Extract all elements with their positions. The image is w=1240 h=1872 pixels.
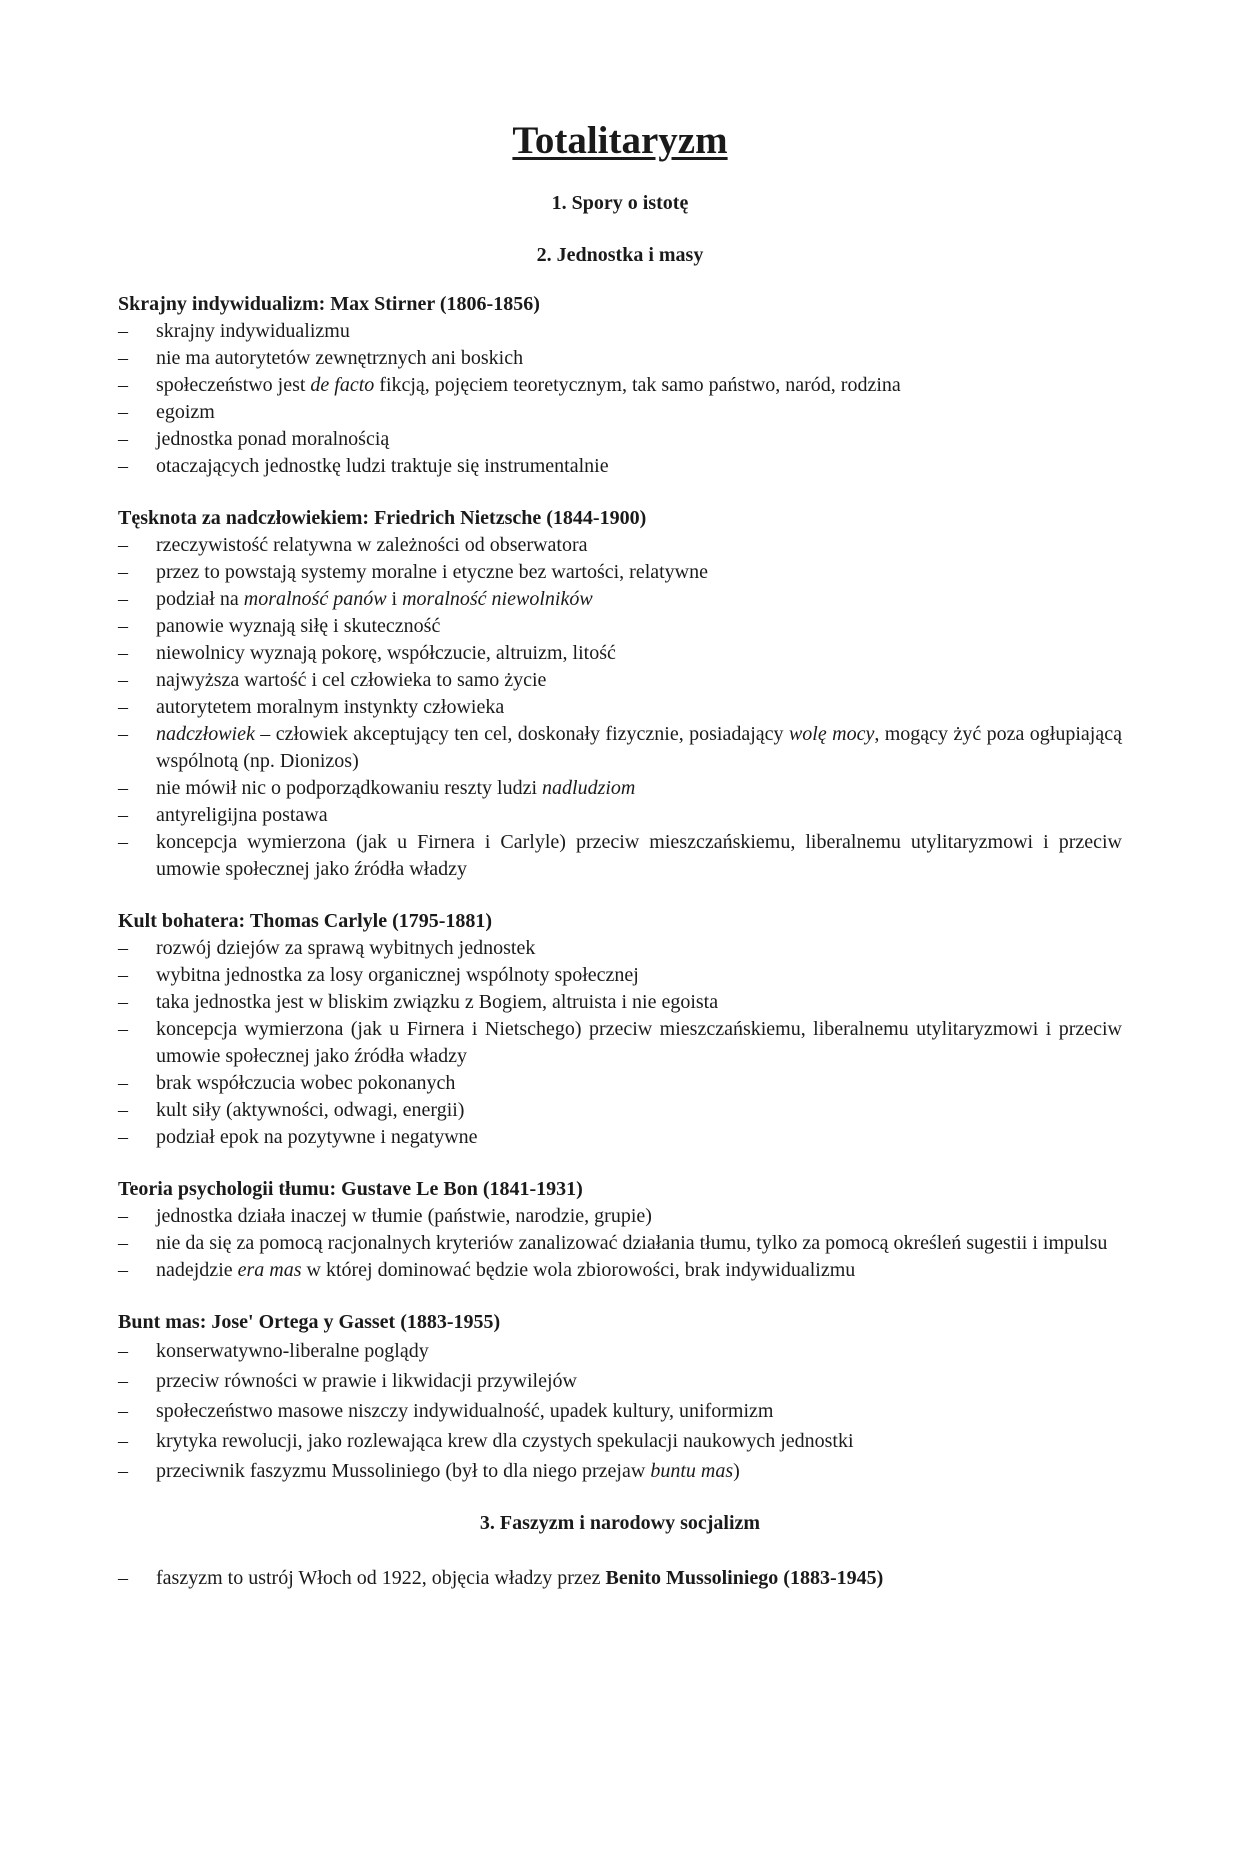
list-item bbox=[118, 586, 1122, 613]
item-text: jednostka ponad moralnością bbox=[156, 428, 390, 450]
bullet-list bbox=[118, 1336, 1122, 1486]
faszyzm-list bbox=[118, 1563, 1122, 1593]
item-text: społeczeństwo jest bbox=[156, 374, 311, 396]
section bbox=[118, 291, 1122, 480]
list-item bbox=[118, 721, 1122, 775]
item-text: wybitna jednostka za losy organicznej wspólnoty społecznej bbox=[156, 964, 639, 986]
item-bold: Benito Mussoliniego (1883-1945) bbox=[605, 1567, 884, 1589]
list-item bbox=[118, 426, 1122, 453]
item-text: ) bbox=[733, 1460, 740, 1482]
list-item bbox=[118, 532, 1122, 559]
item-text: kult siły (aktywności, odwagi, energii) bbox=[156, 1099, 465, 1121]
list-item bbox=[118, 640, 1122, 667]
section-heading: Bunt mas: Jose' Ortega y Gasset (1883-1955) bbox=[118, 1311, 501, 1333]
item-text: panowie wyznają siłę i skuteczność bbox=[156, 615, 441, 637]
item-text: , mogący żyć poza ogłupiającą wspólnotą (np. Dionizos) bbox=[156, 723, 1122, 772]
list-item bbox=[118, 1456, 1122, 1486]
document-page bbox=[0, 118, 1240, 1872]
list-item bbox=[118, 345, 1122, 372]
bullet-list bbox=[118, 318, 1122, 480]
item-text: fikcją, pojęciem teoretycznym, tak samo państwo, naród, rodzina bbox=[374, 374, 901, 396]
list-item bbox=[118, 989, 1122, 1016]
item-text: podział epok na pozytywne i negatywne bbox=[156, 1126, 478, 1148]
list-item bbox=[118, 453, 1122, 480]
item-text: – człowiek akceptujący ten cel, doskonały fizycznie, posiadający bbox=[254, 723, 789, 745]
bullet-list bbox=[118, 532, 1122, 883]
item-text: faszyzm to ustrój Włoch od 1922, objęcia władzy przez bbox=[156, 1567, 606, 1589]
item-text: w której dominować będzie wola zbiorowości, brak indywidualizmu bbox=[301, 1259, 856, 1281]
item-text: nie da się za pomocą racjonalnych kryteriów zanalizować działania tłumu, tylko za pomocą określeń sugestii i impulsu bbox=[156, 1232, 1108, 1254]
list-item bbox=[118, 559, 1122, 586]
section-heading: Skrajny indywidualizm: Max Stirner (1806-1856) bbox=[118, 293, 540, 315]
item-text: rozwój dziejów za sprawą wybitnych jednostek bbox=[156, 937, 536, 959]
list-item bbox=[118, 667, 1122, 694]
item-emphasis: wolę mocy bbox=[788, 723, 875, 745]
list-item bbox=[118, 613, 1122, 640]
item-text: społeczeństwo masowe niszczy indywidualność, upadek kultury, uniformizm bbox=[156, 1400, 774, 1422]
list-item bbox=[118, 1016, 1122, 1070]
heading-jednostka: 2. Jednostka i masy bbox=[536, 244, 704, 266]
item-emphasis: era mas bbox=[237, 1259, 302, 1281]
bullet-list bbox=[118, 935, 1122, 1151]
list-item bbox=[118, 694, 1122, 721]
item-text: jednostka działa inaczej w tłumie (państwie, narodzie, grupie) bbox=[156, 1205, 652, 1227]
list-item bbox=[118, 1426, 1122, 1456]
sections-container bbox=[118, 291, 1122, 1486]
item-text: otaczających jednostkę ludzi traktuje się instrumentalnie bbox=[156, 455, 609, 477]
item-text: antyreligijna postawa bbox=[156, 804, 328, 826]
item-emphasis: moralność panów bbox=[243, 588, 387, 610]
list-item bbox=[118, 829, 1122, 883]
item-text: niewolnicy wyznają pokorę, współczucie, altruizm, litość bbox=[156, 642, 616, 664]
heading-faszyzm: 3. Faszyzm i narodowy socjalizm bbox=[479, 1512, 761, 1534]
item-emphasis: de facto bbox=[310, 374, 375, 396]
item-emphasis: nadludziom bbox=[542, 777, 636, 799]
list-item bbox=[118, 935, 1122, 962]
item-text: nadejdzie bbox=[156, 1259, 238, 1281]
item-text: konserwatywno-liberalne poglądy bbox=[156, 1340, 429, 1362]
section bbox=[118, 908, 1122, 1151]
item-text: przez to powstają systemy moralne i etyczne bez wartości, relatywne bbox=[156, 561, 709, 583]
item-text: koncepcja wymierzona (jak u Firnera i Nietschego) przeciw mieszczańskiemu, liberalnemu utylitaryzmowi i przeciw umowie społecznej jako źródła władzy bbox=[156, 1018, 1122, 1067]
list-item bbox=[118, 775, 1122, 802]
list-item bbox=[118, 318, 1122, 345]
list-item bbox=[118, 372, 1122, 399]
list-item bbox=[118, 1366, 1122, 1396]
list-item bbox=[118, 1230, 1122, 1257]
section bbox=[118, 1176, 1122, 1284]
item-text: brak współczucia wobec pokonanych bbox=[156, 1072, 456, 1094]
list-item bbox=[118, 962, 1122, 989]
list-item bbox=[118, 802, 1122, 829]
item-text: i bbox=[386, 588, 403, 610]
section-heading: Tęsknota za nadczłowiekiem: Friedrich Nietzsche (1844-1900) bbox=[118, 507, 647, 529]
item-text: skrajny indywidualizmu bbox=[156, 320, 350, 342]
item-text: krytyka rewolucji, jako rozlewająca krew dla czystych spekulacji naukowych jednostki bbox=[156, 1430, 854, 1452]
section bbox=[118, 1309, 1122, 1486]
list-item bbox=[118, 1396, 1122, 1426]
section-heading: Teoria psychologii tłumu: Gustave Le Bon (1841-1931) bbox=[118, 1178, 583, 1200]
item-text: nie ma autorytetów zewnętrznych ani boskich bbox=[156, 347, 524, 369]
list-item bbox=[118, 1070, 1122, 1097]
item-emphasis: buntu mas bbox=[650, 1460, 734, 1482]
item-text: koncepcja wymierzona (jak u Firnera i Carlyle) przeciw mieszczańskiemu, liberalnemu utylitaryzmowi i przeciw umowie społecznej jako źródła władzy bbox=[156, 831, 1122, 880]
item-text: nie mówił nic o podporządkowaniu reszty ludzi bbox=[156, 777, 543, 799]
list-item bbox=[118, 1097, 1122, 1124]
item-text: autorytetem moralnym instynkty człowieka bbox=[156, 696, 505, 718]
item-emphasis: moralność niewolników bbox=[402, 588, 593, 610]
item-emphasis: nadczłowiek bbox=[156, 723, 255, 745]
item-text: przeciwnik faszyzmu Mussoliniego (był to dla niego przejaw bbox=[156, 1460, 651, 1482]
list-item bbox=[118, 1336, 1122, 1366]
item-text: rzeczywistość relatywna w zależności od obserwatora bbox=[156, 534, 588, 556]
list-item bbox=[118, 1563, 1122, 1593]
item-text: najwyższa wartość i cel człowieka to samo życie bbox=[156, 669, 547, 691]
list-item bbox=[118, 1257, 1122, 1284]
bullet-list bbox=[118, 1203, 1122, 1284]
section bbox=[118, 505, 1122, 883]
item-text: przeciw równości w prawie i likwidacji przywilejów bbox=[156, 1370, 577, 1392]
heading-spory: 1. Spory o istotę bbox=[551, 192, 689, 214]
document-title: Totalitaryzm bbox=[512, 119, 728, 162]
item-text: podział na bbox=[156, 588, 244, 610]
list-item bbox=[118, 399, 1122, 426]
list-item bbox=[118, 1124, 1122, 1151]
item-text: egoizm bbox=[156, 401, 215, 423]
list-item bbox=[118, 1203, 1122, 1230]
item-text: taka jednostka jest w bliskim związku z Bogiem, altruista i nie egoista bbox=[156, 991, 719, 1013]
section-heading: Kult bohatera: Thomas Carlyle (1795-1881) bbox=[118, 910, 493, 932]
